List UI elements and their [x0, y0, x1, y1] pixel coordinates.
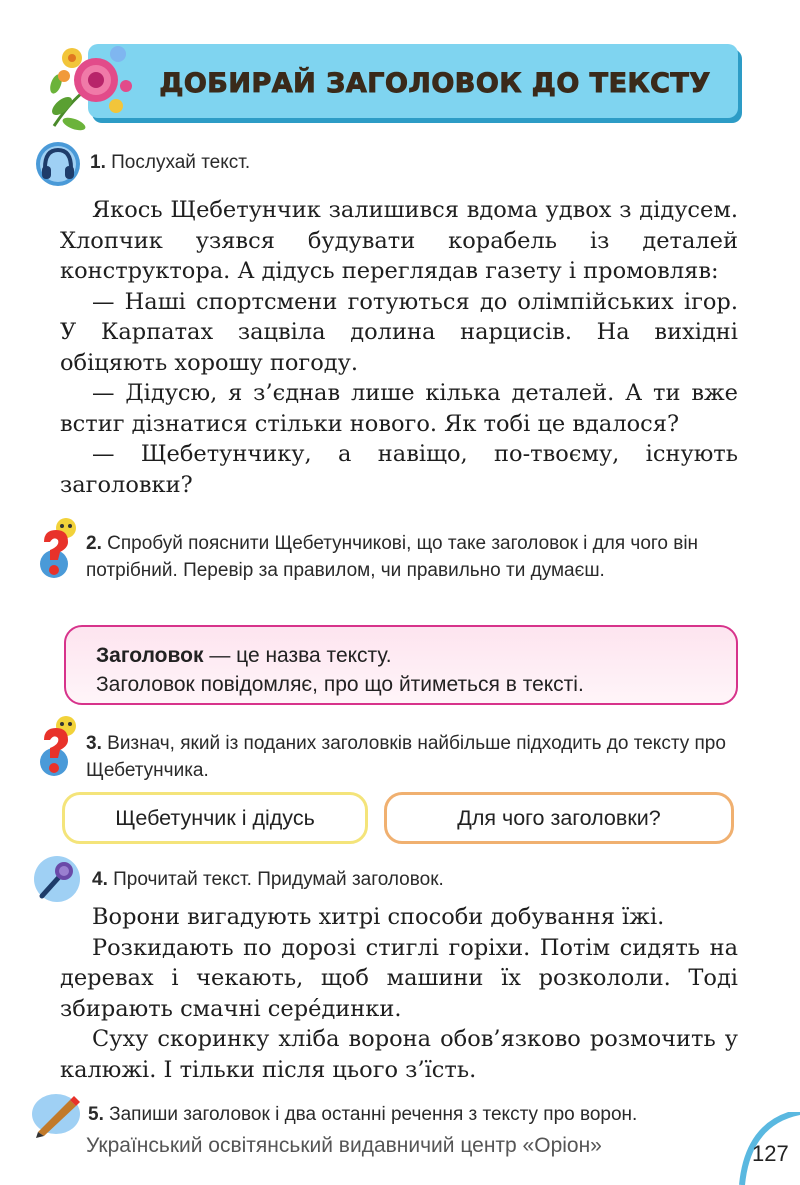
task-text: Визнач, який із поданих заголовків найбільше підходить до тексту про Щебетунчика. — [86, 733, 726, 781]
task-3-instruction — [86, 730, 738, 784]
story-text — [60, 195, 738, 500]
title-option-1[interactable]: Щебетунчик і дідусь — [62, 792, 368, 844]
task-1-instruction — [90, 149, 250, 176]
task-number: 1. — [90, 152, 106, 173]
task-number: 5. — [88, 1104, 104, 1125]
task-text: Запиши заголовок і два останні речення з тексту про ворон. — [109, 1104, 638, 1125]
rule-box — [64, 625, 738, 705]
story-paragraph: Суху скоринку хліба ворона обов’язково розмочить у калюжі. І тільки після цього з’їсть. — [60, 1026, 738, 1083]
publisher-footer: Український освітянський видавничий центр «Оріон» — [86, 1134, 602, 1157]
title-option-2[interactable]: Для чого заголовки? — [384, 792, 734, 844]
rule-term: Заголовок — [96, 644, 204, 667]
microphone-icon — [32, 854, 82, 904]
task-number: 3. — [86, 733, 102, 754]
task-text: Спробуй пояснити Щебетунчикові, що таке заголовок і для чого він потрібний. Перевір за правилом, чи правильно ти думаєш. — [86, 533, 699, 581]
rule-line-1 — [96, 641, 706, 670]
page-title: ДОБИРАЙ ЗАГОЛОВОК ДО ТЕКСТУ — [159, 68, 711, 99]
task-number: 4. — [92, 869, 108, 890]
question-mark-icon — [32, 714, 82, 778]
pen-icon — [30, 1090, 82, 1138]
task-5-instruction — [88, 1101, 637, 1128]
task-4-instruction — [92, 866, 444, 893]
page-number: 127 — [752, 1141, 789, 1166]
rule-line-2: Заголовок повідомляє, про що йтиметься в тексті. — [96, 673, 584, 696]
story-paragraph: — Щебетунчику, а навіщо, по-твоєму, існують заголовки? — [60, 441, 738, 498]
story-paragraph: — Дідусю, я з’єднав лише кілька деталей. А ти вже встиг дізнатися стільки нового. Як тобі це вдалося? — [60, 380, 738, 437]
task-text: Послухай текст. — [111, 152, 251, 173]
flower-ornament-icon — [44, 36, 140, 136]
story-paragraph: Розкидають по дорозі стиглі горіхи. Потім сидять на деревах і чекають, щоб машини їх розкололи. Тоді збирають смачні серéдинки. — [60, 934, 738, 1022]
question-mark-icon — [32, 516, 82, 580]
headphones-icon — [34, 140, 82, 188]
task-text: Прочитай текст. Придумай заголовок. — [113, 869, 444, 890]
task-2-instruction — [86, 530, 738, 584]
story-paragraph: — Наші спортсмени готуються до олімпійських ігор. У Карпатах зацвіла долина нарцисів. На вихідні обіцяють хорошу погоду. — [60, 288, 738, 376]
crow-story-text — [60, 902, 738, 1085]
rule-definition: — це назва тексту. — [203, 644, 392, 667]
task-number: 2. — [86, 533, 102, 554]
story-paragraph: Якось Щебетунчик залишився вдома удвох з дідусем. Хлопчик узявся будувати корабель із деталей конструктора. А дідусь переглядав газету і промовляв: — [60, 197, 738, 284]
story-paragraph: Ворони вигадують хитрі способи добування їжі. — [92, 904, 665, 930]
